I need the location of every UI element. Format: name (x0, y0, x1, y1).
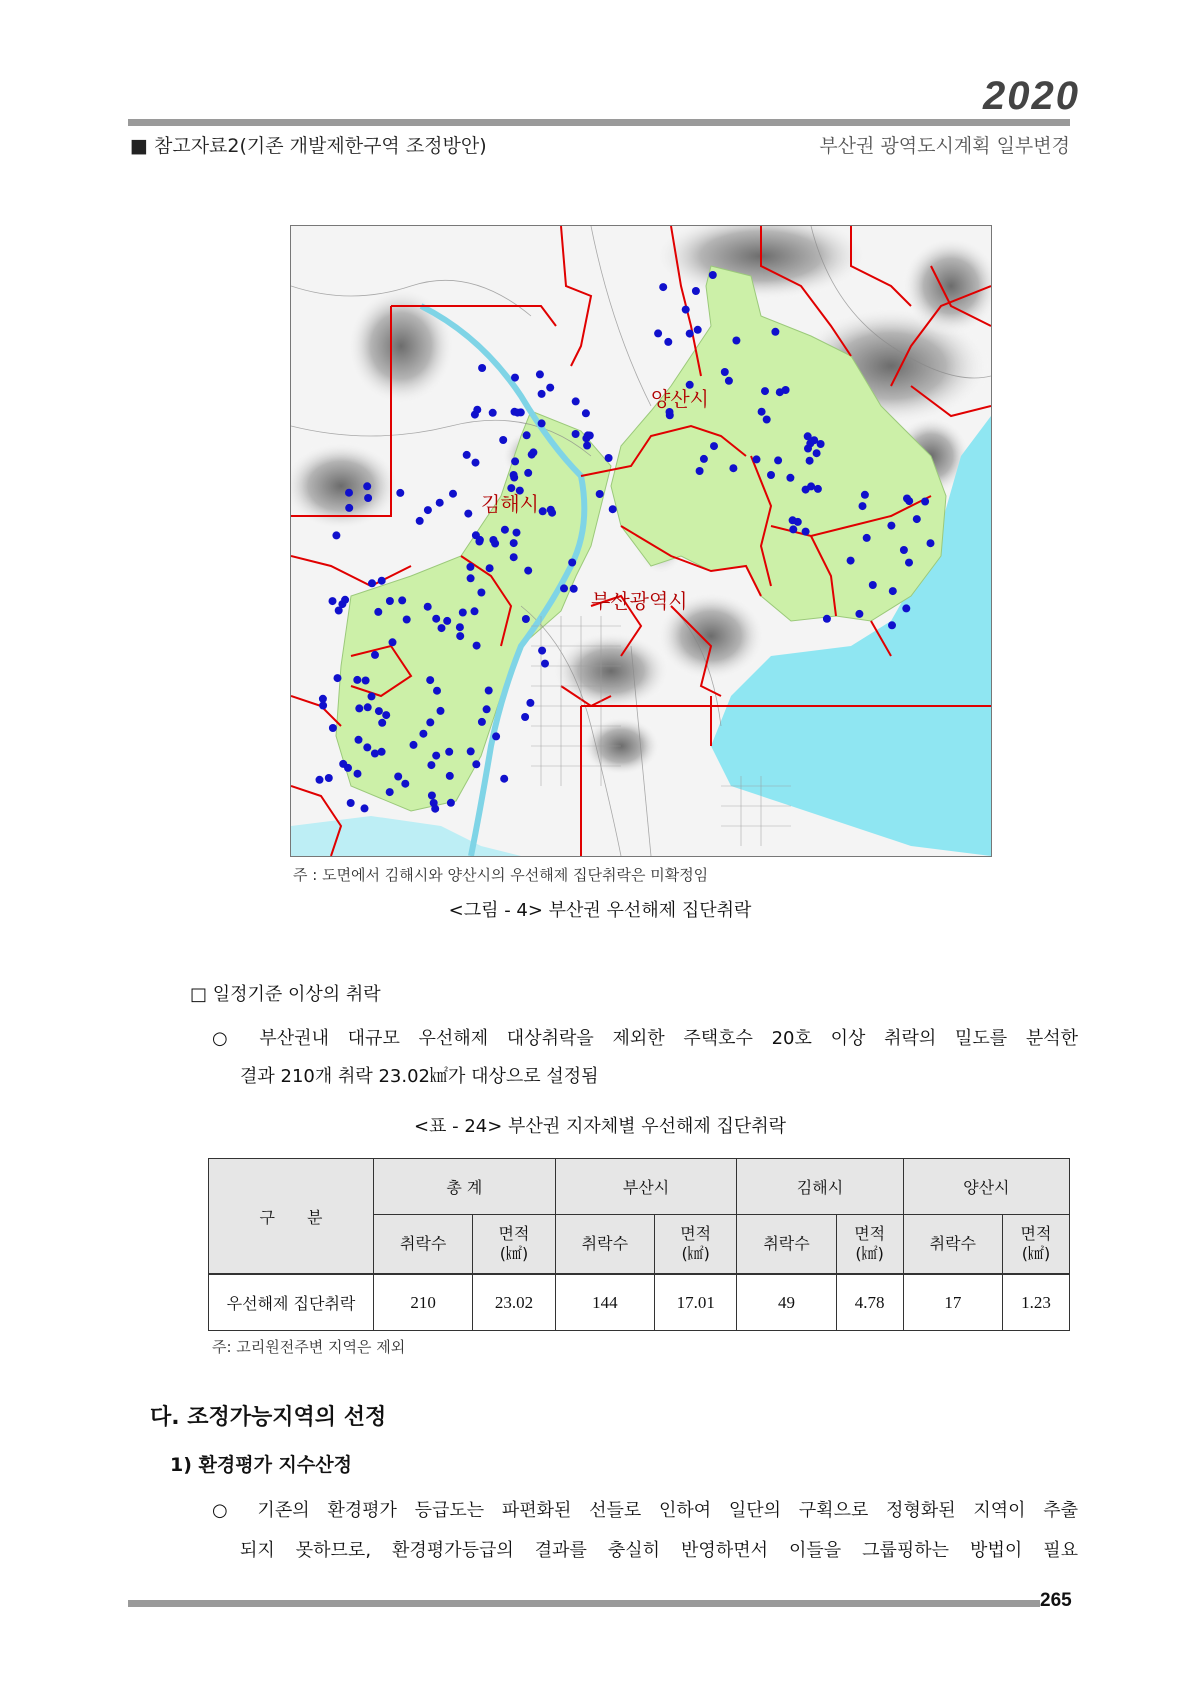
settlement-point (889, 587, 897, 595)
settlement-point (692, 287, 700, 295)
settlement-point (339, 760, 347, 768)
group-header-total: 총 계 (374, 1159, 556, 1215)
subheader-count: 취락수 (903, 1215, 1002, 1275)
settlement-point (449, 490, 457, 498)
settlement-point (514, 409, 522, 417)
settlement-point (584, 431, 592, 439)
settlement-point (547, 506, 555, 514)
settlement-map (291, 226, 991, 856)
settlement-point (398, 596, 406, 604)
settlement-point (605, 454, 613, 462)
settlement-point (364, 494, 372, 502)
settlement-point (426, 676, 434, 684)
settlement-point (802, 528, 810, 536)
settlement-point (371, 750, 379, 758)
settlement-point (721, 368, 729, 376)
cell-yangsan-count: 17 (903, 1274, 1002, 1331)
subheader-area: 면적 (㎢) (473, 1215, 555, 1275)
settlement-point (654, 329, 662, 337)
settlement-point (609, 505, 617, 513)
section-heading-da: 다. 조정가능지역의 선정 (150, 1405, 387, 1430)
settlement-point (416, 517, 424, 525)
settlement-point (522, 615, 530, 623)
settlement-point (863, 534, 871, 542)
settlement-point (364, 703, 372, 711)
settlement-point (572, 430, 580, 438)
settlement-point (386, 788, 394, 796)
settlement-point (771, 328, 779, 336)
settlement-point (855, 610, 863, 618)
settlement-point (903, 495, 911, 503)
settlement-point (354, 770, 362, 778)
bullet-text-line: 결과 210개 취락 23.02㎢가 대상으로 설정됨 (240, 1066, 599, 1087)
settlement-point (438, 624, 446, 632)
settlement-point (325, 774, 333, 782)
subsection-heading: 1) 환경평가 지수산정 (170, 1454, 352, 1476)
group-header-gimhae: 김해시 (737, 1159, 903, 1215)
settlement-point (758, 408, 766, 416)
settlement-point (694, 326, 702, 334)
bullet-text-line: ○ 기존의 환경평가 등급도는 파편화된 선들로 인하여 일단의 구획으로 정형화된 지역이 추출 (212, 1500, 1078, 1521)
settlement-point (782, 386, 790, 394)
settlement-point (523, 431, 531, 439)
settlement-point (560, 584, 568, 592)
cell-busan-area: 17.01 (655, 1274, 737, 1331)
settlement-point (804, 432, 812, 440)
footer-rule (128, 1600, 1040, 1607)
settlement-point (396, 489, 404, 497)
settlement-point (927, 539, 935, 547)
settlement-point (529, 448, 537, 456)
settlement-point (472, 459, 480, 467)
settlement-point (386, 597, 394, 605)
cell-total-area: 23.02 (473, 1274, 555, 1331)
settlement-point (814, 485, 822, 493)
settlement-point (378, 577, 386, 585)
settlement-point (763, 416, 771, 424)
settlement-point (710, 442, 718, 450)
settlement-point (459, 609, 467, 617)
settlement-point (445, 748, 453, 756)
settlement-point (526, 699, 534, 707)
settlement-point (664, 338, 672, 346)
subheader-count: 취락수 (737, 1215, 836, 1275)
settlement-point (443, 617, 451, 625)
settlement-point (467, 747, 475, 755)
header-section-title: ■ 참고자료2(기존 개발제한구역 조정방안) (130, 135, 487, 157)
settlement-point (432, 615, 440, 623)
settlement-point (847, 557, 855, 565)
settlement-point (729, 464, 737, 472)
settlement-point (511, 374, 519, 382)
subheader-count: 취락수 (374, 1215, 473, 1275)
settlement-point (807, 482, 815, 490)
table-note: 주: 고리원전주변 지역은 제외 (212, 1338, 406, 1356)
label-gimhae: 김해시 (481, 492, 539, 516)
settlement-point (682, 306, 690, 314)
settlement-point (463, 451, 471, 459)
settlement-point (538, 419, 546, 427)
settlement-point (888, 621, 896, 629)
settlement-point (786, 474, 794, 482)
settlement-point (419, 730, 427, 738)
settlement-point (817, 440, 825, 448)
settlement-point (725, 377, 733, 385)
settlement-point (582, 409, 590, 417)
settlement-point (403, 616, 411, 624)
settlement-point (478, 364, 486, 372)
settlement-point (466, 563, 474, 571)
settlement-point (913, 515, 921, 523)
settlement-point (483, 705, 491, 713)
settlement-point (511, 457, 519, 465)
settlement-point (499, 436, 507, 444)
settlement-point (500, 775, 508, 783)
settlement-point (761, 387, 769, 395)
settlement-point (473, 642, 481, 650)
label-yangsan: 양산시 (651, 387, 709, 411)
settlement-point (446, 772, 454, 780)
settlement-point (471, 607, 479, 615)
settlement-point (732, 337, 740, 345)
settlement-point (368, 579, 376, 587)
settlement-point (431, 805, 439, 813)
settlement-point (568, 559, 576, 567)
settlement-point (524, 567, 532, 575)
settlement-point (334, 674, 342, 682)
settlement-point (823, 615, 831, 623)
settlement-point (394, 773, 402, 781)
settlement-point (456, 632, 464, 640)
settlement-point (437, 707, 445, 715)
settlement-table (208, 1158, 1070, 1331)
settlement-point (477, 589, 485, 597)
settlement-point (492, 732, 500, 740)
settlement-point (371, 651, 379, 659)
settlement-point (353, 676, 361, 684)
settlement-point (538, 390, 546, 398)
bullet-text-line: 되지 못하므로, 환경평가등급의 결과를 충실히 반영하면서 이들을 그룹핑하는 방법이 필요 (240, 1540, 1078, 1561)
settlement-point (524, 469, 532, 477)
settlement-point (478, 718, 486, 726)
settlement-point (696, 467, 704, 475)
settlement-point (355, 736, 363, 744)
subheader-area: 면적 (㎢) (655, 1215, 737, 1275)
settlement-point (363, 482, 371, 490)
cell-gimhae-area: 4.78 (836, 1274, 903, 1331)
settlement-point (427, 761, 435, 769)
table-row (209, 1274, 1070, 1331)
settlement-point (546, 384, 554, 392)
settlement-point (709, 271, 717, 279)
settlement-point (859, 502, 867, 510)
settlement-point (486, 564, 494, 572)
settlement-point (319, 702, 327, 710)
document-year: 2020 (983, 74, 1080, 118)
bullet-text-line: ○ 부산권내 대규모 우선해제 대상취락을 제외한 주택호수 20호 이상 취락의 밀도를 분석한 (212, 1028, 1078, 1049)
settlement-point (389, 638, 397, 646)
table-corner-header: 구 분 (209, 1159, 374, 1275)
row-label: 우선해제 집단취락 (209, 1274, 374, 1331)
settlement-point (485, 687, 493, 695)
header-rule (128, 119, 1070, 126)
settlement-point (332, 531, 340, 539)
settlement-point (382, 711, 390, 719)
settlement-point (900, 546, 908, 554)
settlement-point (424, 506, 432, 514)
header-document-title: 부산권 광역도시계획 일부변경 (819, 135, 1070, 157)
settlement-point (489, 409, 497, 417)
cell-gimhae-count: 49 (737, 1274, 836, 1331)
settlement-point (472, 760, 480, 768)
settlement-point (774, 456, 782, 464)
settlement-point (436, 499, 444, 507)
settlement-point (700, 455, 708, 463)
settlement-point (473, 406, 481, 414)
settlement-point (316, 776, 324, 784)
settlement-point (539, 507, 547, 515)
settlement-point (501, 526, 509, 534)
settlement-point (426, 718, 434, 726)
settlement-point (583, 442, 591, 450)
settlement-point (806, 457, 814, 465)
settlement-point (329, 724, 337, 732)
settlement-point (536, 370, 544, 378)
section-heading-settlements: □ 일정기준 이상의 취락 (190, 984, 381, 1005)
settlement-point (510, 539, 518, 547)
settlement-point (432, 752, 440, 760)
settlement-point (794, 518, 802, 526)
settlement-point (374, 608, 382, 616)
settlement-point (476, 536, 484, 544)
settlement-point (428, 792, 436, 800)
settlement-point (345, 504, 353, 512)
settlement-point (355, 704, 363, 712)
settlement-point (368, 692, 376, 700)
settlement-point (596, 490, 604, 498)
settlement-point (347, 799, 355, 807)
settlement-point (572, 397, 580, 405)
settlement-point (570, 585, 578, 593)
settlement-point (464, 510, 472, 518)
settlement-point (375, 707, 383, 715)
group-header-busan: 부산시 (555, 1159, 737, 1215)
settlement-point (541, 660, 549, 668)
settlement-point (345, 489, 353, 497)
settlement-point (905, 559, 913, 567)
cell-yangsan-area: 1.23 (1003, 1274, 1070, 1331)
settlement-point (513, 529, 521, 537)
subheader-area: 면적 (㎢) (1003, 1215, 1070, 1275)
settlement-point (806, 439, 814, 447)
map-note: 주 : 도면에서 김해시와 양산시의 우선해제 집단취락은 미확정임 (293, 866, 709, 884)
settlement-point (813, 449, 821, 457)
settlement-point (401, 780, 409, 788)
settlement-point (378, 719, 386, 727)
settlement-point (659, 283, 667, 291)
settlement-point (447, 799, 455, 807)
settlement-point (424, 603, 432, 611)
settlement-point (362, 677, 370, 685)
settlement-point (538, 647, 546, 655)
group-header-yangsan: 양산시 (903, 1159, 1069, 1215)
settlement-point (869, 581, 877, 589)
settlement-point (921, 498, 929, 506)
settlement-point (510, 553, 518, 561)
cell-busan-count: 144 (555, 1274, 654, 1331)
cell-total-count: 210 (374, 1274, 473, 1331)
settlement-point (686, 330, 694, 338)
settlement-point (335, 607, 343, 615)
settlement-point (861, 491, 869, 499)
settlement-point (433, 687, 441, 695)
settlement-point (363, 743, 371, 751)
label-busan: 부산광역시 (591, 589, 688, 613)
settlement-point (456, 623, 464, 631)
settlement-point (521, 713, 529, 721)
settlement-point (361, 804, 369, 812)
settlement-point (902, 604, 910, 612)
settlement-point (510, 471, 518, 479)
settlement-point (507, 484, 515, 492)
settlement-point (467, 574, 475, 582)
settlement-map-figure (290, 225, 992, 857)
settlement-point (410, 741, 418, 749)
table-caption: <표 - 24> 부산권 지자체별 우선해제 집단취락 (413, 1116, 787, 1137)
settlement-point (378, 748, 386, 756)
subheader-count: 취락수 (555, 1215, 654, 1275)
subheader-area: 면적 (㎢) (836, 1215, 903, 1275)
settlement-point (329, 597, 337, 605)
settlement-point (789, 525, 797, 533)
settlement-point (887, 522, 895, 530)
settlement-point (753, 455, 761, 463)
settlement-point (767, 471, 775, 479)
settlement-point (489, 536, 497, 544)
figure-caption: <그림 - 4> 부산권 우선해제 집단취락 (448, 900, 752, 921)
page-number: 265 (1040, 1590, 1072, 1611)
